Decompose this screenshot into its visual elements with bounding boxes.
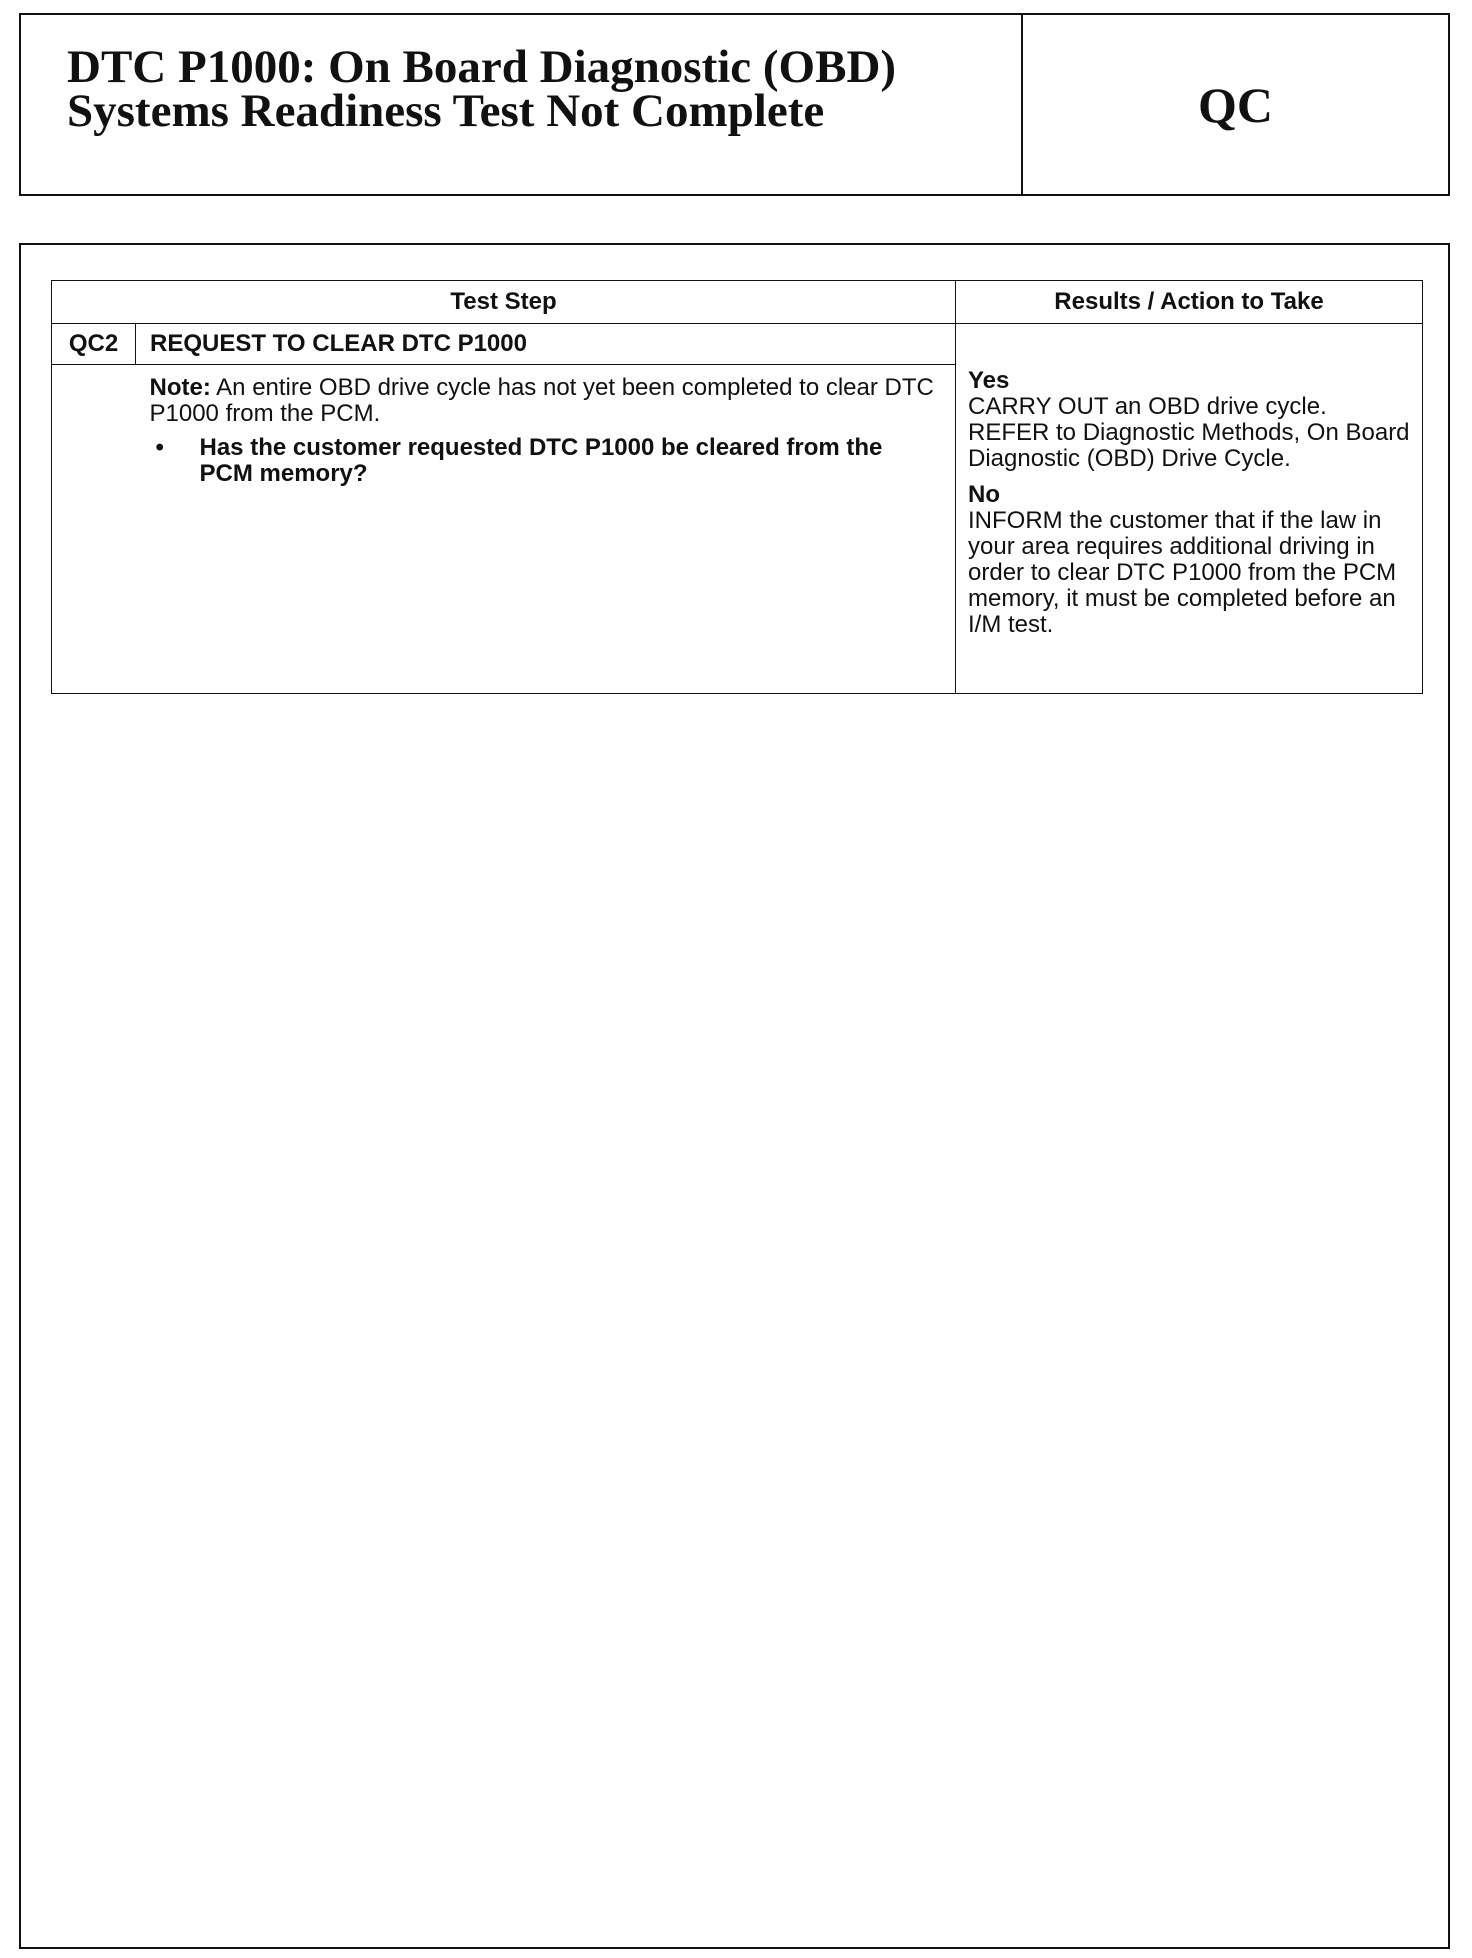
test-step-table [51,280,1423,694]
bullet-icon: • [155,434,164,461]
step-id-empty [52,365,136,694]
question-text: Has the customer requested DTC P1000 be cleared from the PCM memory? [199,434,883,487]
result-no-text: INFORM the customer that if the law in your area requires additional driving in order to clear DTC P1000 from the PCM memory, it must be completed before an I/M test. [968,507,1397,638]
results-spacer [968,334,1412,368]
page-header [19,13,1450,196]
result-yes-label: Yes [968,367,1010,394]
step-id: QC2 [52,324,136,365]
note-label: Note: [149,374,211,401]
table-header-row [52,281,1423,324]
column-header-test-step: Test Step [52,281,956,324]
column-header-results: Results / Action to Take [956,281,1423,324]
content-frame [19,243,1450,1949]
step-title-row [52,324,1423,365]
step-title: REQUEST TO CLEAR DTC P1000 [136,324,956,365]
step-body [136,365,956,694]
step-question [150,435,942,487]
result-no [968,482,1412,638]
page-title: DTC P1000: On Board Diagnostic (OBD) Systems Readiness Test Not Complete [21,15,1023,194]
result-yes-text: CARRY OUT an OBD drive cycle. REFER to Diagnostic Methods, On Board Diagnostic (OBD) Drive Cycle. [968,393,1410,472]
note-text: An entire OBD drive cycle has not yet been completed to clear DTC P1000 from the PCM. [149,374,934,427]
step-note [150,375,942,427]
results-cell [956,324,1423,694]
section-code: QC [1198,76,1273,133]
result-yes [968,368,1412,472]
result-no-label: No [968,481,1000,508]
